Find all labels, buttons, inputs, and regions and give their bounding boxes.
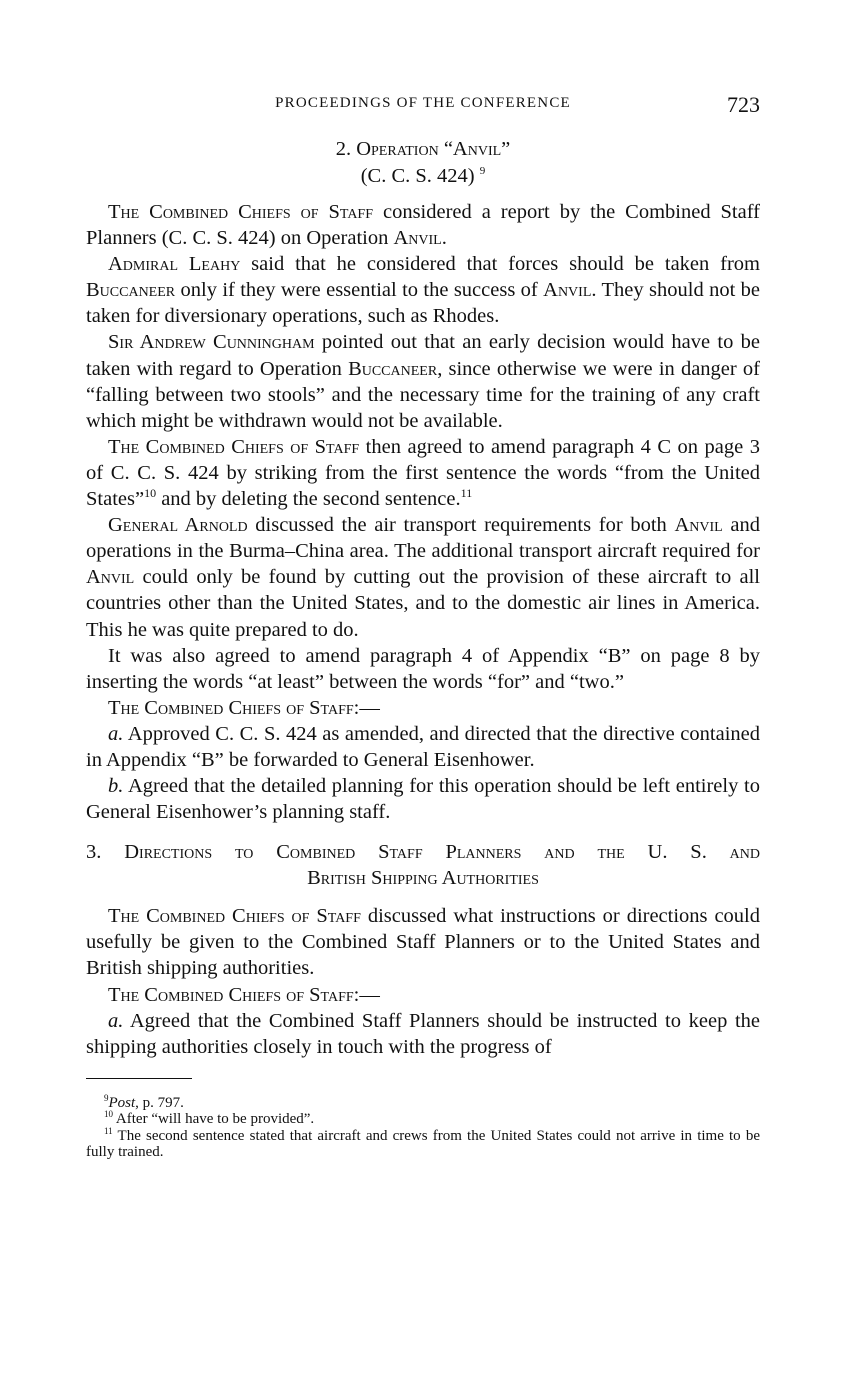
paragraph-9-text: Agreed that the detailed planning for this operation should be left entirely to General Eisenhower’s planning staff. [86, 775, 760, 824]
paragraph-3 [86, 329, 760, 433]
paragraph-8 [86, 721, 760, 773]
operation-anvil: Anvil [674, 514, 723, 537]
footnote-11 [86, 1125, 760, 1161]
paragraph-3-text-b: , since otherwise we were in danger of “falling between two stools” and the necessary time for the training of any craft which might be withdrawn would not be available. [86, 357, 760, 432]
paragraph-7-text: :— [353, 696, 380, 719]
speaker-arnold: General Arnold [108, 514, 248, 537]
running-head [86, 92, 760, 120]
footnote-ref-9: 9 [479, 164, 486, 177]
paragraph-4 [86, 434, 760, 512]
section-3-title [86, 839, 760, 891]
paragraph-3-text-a: pointed out that an early decision would have to be taken with regard to Operation [86, 331, 760, 380]
section-2-title: 2. Operation “Anvil” [335, 138, 511, 160]
speaker-ccs: The Combined Chiefs of Staff [108, 905, 361, 928]
operation-buccaneer: Buccaneer [348, 357, 438, 380]
item-label-a: a. [108, 1009, 124, 1032]
speaker-ccs: The Combined Chiefs of Staff [108, 983, 354, 1006]
footnote-9-italic: Post [108, 1094, 136, 1111]
paragraph-2-text-c: . They should not be taken for diversionary operations, such as Rhodes. [86, 279, 760, 328]
page-number: 723 [727, 92, 760, 117]
speaker-leahy: Admiral Leahy [108, 253, 241, 276]
footnote-10-marker: 10 [104, 1109, 113, 1120]
footnote-10-text: After “will have to be provided”. [113, 1111, 315, 1128]
speaker-cunningham: Sir Andrew Cunningham [108, 331, 315, 354]
footnote-11-marker: 11 [104, 1125, 113, 1136]
footnote-ref-10: 10 [144, 486, 157, 501]
paragraph-9 [86, 773, 760, 825]
running-title: PROCEEDINGS OF THE CONFERENCE [275, 95, 571, 111]
paragraph-5-text-a: discussed the air transport requirements for both [247, 514, 675, 537]
footnote-9 [86, 1092, 760, 1112]
paragraph-4-text-a: then agreed to amend paragraph 4 C on page 3 of C. C. S. 424 by striking from the first sentence the words “from the United States” [86, 435, 760, 511]
section-3-paragraph-1 [86, 903, 760, 981]
paragraph-6: It was also agreed to amend paragraph 4 of Appendix “B” on page 8 by inserting the words “at least” between the words “for” and “two.” [86, 644, 760, 693]
paragraph-4-text-b: and by deleting the second sentence. [156, 488, 461, 511]
paragraph-1-end: . [441, 227, 447, 250]
item-label-a: a. [108, 722, 124, 745]
speaker-ccs: The Combined Chiefs of Staff [108, 435, 360, 458]
paragraph-1 [86, 199, 760, 251]
footnote-ref-11: 11 [460, 486, 473, 501]
paragraph-7 [86, 695, 760, 721]
footnote-10 [86, 1111, 760, 1128]
section-3-paragraph-2 [86, 982, 760, 1008]
section-3-paragraph-1-text: discussed what instructions or directions could usefully be given to the Combined Staff Planners or to the United States and British shipping authorities. [86, 905, 760, 980]
footnote-9-text: , p. 797. [135, 1094, 184, 1111]
operation-anvil: Anvil [86, 566, 135, 589]
operation-buccaneer: Buccaneer [86, 279, 176, 302]
operation-anvil: Anvil [543, 279, 592, 302]
paragraph-5 [86, 512, 760, 642]
section-3-paragraph-2-text: :— [353, 983, 380, 1006]
paragraph-2-text-b: only if they were essential to the success of [175, 279, 544, 302]
paragraph-5-text-b: and operations in the Burma–China area. The additional transport aircraft required for [86, 514, 760, 563]
section-3-title-line-1: 3. Directions to Combined Staff Planners and the U. S. and [86, 841, 760, 864]
footnote-divider [86, 1078, 192, 1079]
item-label-b: b. [108, 775, 124, 798]
section-3-title-line-2: British Shipping Authorities [307, 867, 539, 890]
section-3-paragraph-3 [86, 1008, 760, 1060]
footnote-11-text: The second sentence stated that aircraft and crews from the United States could not arrive in time to be fully trained. [86, 1127, 760, 1161]
speaker-ccs: The Combined Chiefs of Staff [108, 201, 374, 223]
paragraph-2-text-a: said that he considered that forces should be taken from [240, 253, 760, 276]
paragraph-2 [86, 251, 760, 329]
paragraph-1-text: considered a report by the Combined Staff Planners (C. C. S. 424) on Operation [86, 201, 761, 250]
paragraph-8-text: Approved C. C. S. 424 as amended, and directed that the directive contained in Appendix “B” be forwarded to General Eisenhower. [86, 722, 760, 771]
section-2-subtitle [86, 163, 760, 190]
footnotes [86, 1092, 760, 1161]
paragraph-5-text-c: could only be found by cutting out the provision of these aircraft to all countries other than the United States, and to the domestic air lines in America. This he was quite prepared to do. [86, 566, 760, 641]
footnote-9-marker: 9 [104, 1092, 109, 1103]
operation-anvil: Anvil [393, 227, 442, 250]
section-2-subtitle-text: (C. C. S. 424) [360, 164, 475, 187]
page-body [86, 136, 760, 1161]
section-3-paragraph-3-text: Agreed that the Combined Staff Planners should be instructed to keep the shipping authorities closely in touch with the progress of [86, 1009, 760, 1058]
speaker-ccs: The Combined Chiefs of Staff [108, 696, 354, 719]
